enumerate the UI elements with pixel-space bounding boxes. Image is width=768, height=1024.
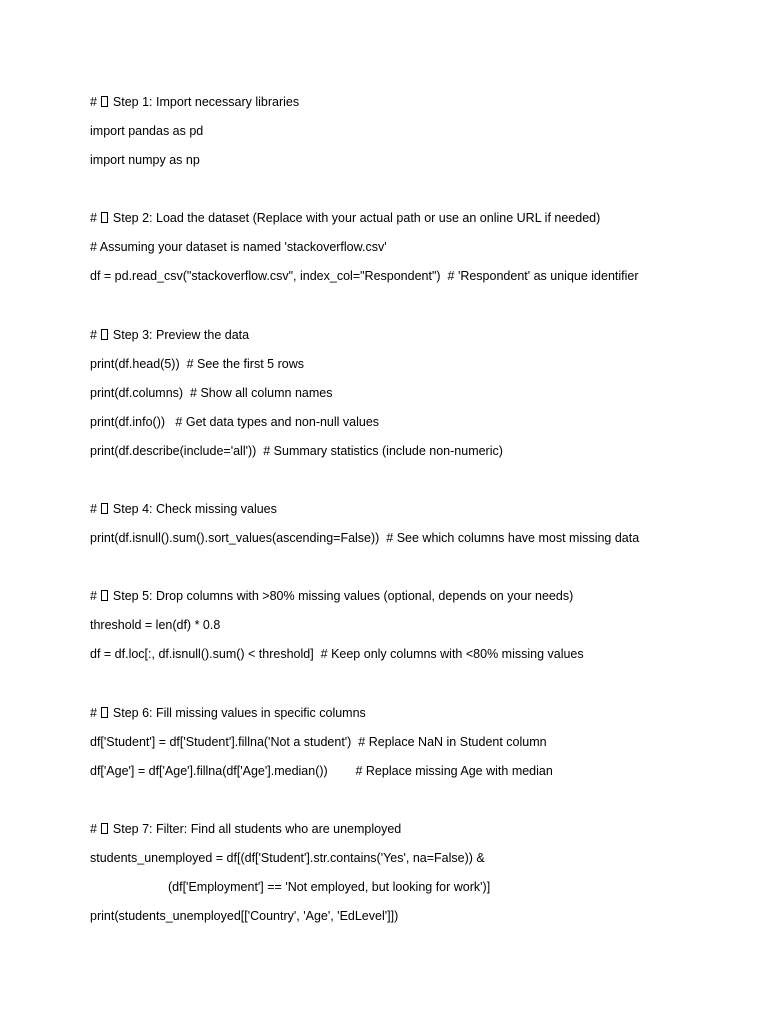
code-line: df = pd.read_csv("stackoverflow.csv", index_col="Respondent") # 'Respondent' as unique identifier (90, 269, 639, 283)
code-line-step4: # Step 4: Check missing values (90, 502, 277, 516)
code-line: import pandas as pd (90, 124, 204, 138)
missing-glyph-icon (101, 707, 108, 718)
code-line-step1: # Step 1: Import necessary libraries (90, 95, 300, 109)
code-line-step6: # Step 6: Fill missing values in specific columns (90, 706, 366, 720)
code-line: # Assuming your dataset is named 'stackoverflow.csv' (90, 240, 387, 254)
code-line: students_unemployed = df[(df['Student'].str.contains('Yes', na=False)) & (90, 851, 485, 865)
code-line: threshold = len(df) * 0.8 (90, 618, 221, 632)
missing-glyph-icon (101, 823, 108, 834)
code-line: print(df.head(5)) # See the first 5 rows (90, 357, 304, 371)
code-line: df['Student'] = df['Student'].fillna('Not a student') # Replace NaN in Student column (90, 735, 547, 749)
code-line: print(df.describe(include='all')) # Summary statistics (include non-numeric) (90, 444, 503, 458)
code-line: import numpy as np (90, 153, 200, 167)
missing-glyph-icon (101, 329, 108, 340)
code-line-step3: # Step 3: Preview the data (90, 328, 250, 342)
missing-glyph-icon (101, 96, 108, 107)
code-line-step2: # Step 2: Load the dataset (Replace with your actual path or use an online URL if needed) (90, 211, 601, 225)
code-line: print(df.info()) # Get data types and non-null values (90, 415, 380, 429)
code-line: print(df.isnull().sum().sort_values(ascending=False)) # See which columns have most missing data (90, 531, 640, 545)
missing-glyph-icon (101, 590, 108, 601)
code-line-continuation: (df['Employment'] == 'Not employed, but looking for work')] (168, 880, 491, 894)
code-line: print(students_unemployed[['Country', 'Age', 'EdLevel']]) (90, 909, 399, 923)
code-line-step7: # Step 7: Filter: Find all students who are unemployed (90, 822, 402, 836)
code-line: df['Age'] = df['Age'].fillna(df['Age'].median()) # Replace missing Age with median (90, 764, 553, 778)
code-line-step5: # Step 5: Drop columns with >80% missing values (optional, depends on your needs) (90, 589, 574, 603)
code-line: print(df.columns) # Show all column names (90, 386, 333, 400)
code-line: df = df.loc[:, df.isnull().sum() < threshold] # Keep only columns with <80% missing values (90, 647, 584, 661)
missing-glyph-icon (101, 212, 108, 223)
missing-glyph-icon (101, 503, 108, 514)
